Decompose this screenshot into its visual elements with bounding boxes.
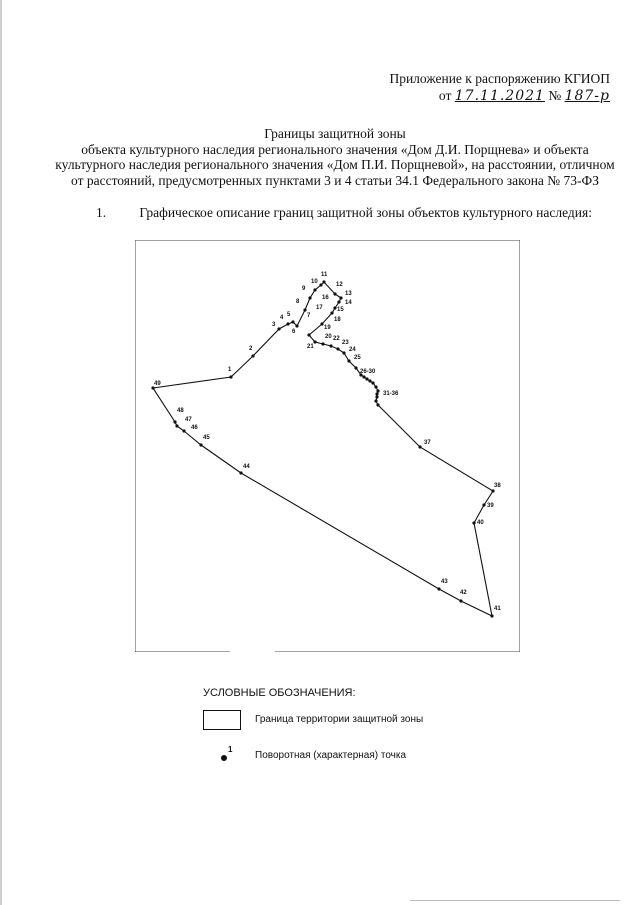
point-13	[339, 296, 342, 299]
label-5: 5	[287, 312, 291, 318]
label-9: 9	[302, 286, 306, 292]
point-10	[319, 283, 322, 286]
section-heading	[96, 205, 592, 221]
label-21: 21	[307, 344, 314, 350]
label-31-36: 31-36	[383, 391, 399, 397]
point-45	[199, 443, 202, 446]
section-number: 1.	[96, 205, 107, 220]
label-10: 10	[311, 279, 318, 285]
zone-boundary-line	[153, 282, 493, 616]
label-46: 46	[191, 425, 198, 431]
point-3	[277, 327, 280, 330]
label-20: 20	[325, 334, 332, 340]
label-44: 44	[243, 464, 250, 470]
label-22: 22	[333, 336, 340, 342]
point-16	[330, 311, 333, 314]
boundary-map	[135, 240, 520, 652]
label-7: 7	[307, 313, 311, 319]
point-4	[286, 322, 289, 325]
label-13: 13	[345, 291, 352, 297]
point-25	[354, 366, 357, 369]
label-1: 1	[228, 367, 232, 373]
point-23	[342, 351, 345, 354]
legend-title: УСЛОВНЫЕ ОБОЗНАЧЕНИЯ:	[203, 687, 356, 699]
appendix-line: Приложение к распоряжению КГИОП	[389, 71, 610, 86]
label-14: 14	[345, 300, 352, 306]
point-47	[175, 424, 178, 427]
label-4: 4	[280, 315, 284, 321]
number-prefix: №	[548, 88, 562, 103]
label-6: 6	[292, 329, 296, 335]
label-37: 37	[424, 440, 431, 446]
point-40	[472, 521, 475, 524]
label-2: 2	[249, 346, 253, 352]
point-29	[368, 379, 371, 382]
label-18: 18	[334, 317, 341, 323]
label-24: 24	[349, 347, 356, 353]
point-41	[490, 614, 493, 617]
title-line-3: культурного наследия регионального значения «Дом П.И. Порщневой», на расстоянии, отличном	[55, 157, 615, 172]
title-line-2: объекта культурного наследия регионального значения «Дом Д.И. Порщнева» и объекта	[81, 141, 589, 157]
date-prefix: от	[438, 88, 452, 103]
point-6	[295, 324, 298, 327]
point-7	[303, 308, 306, 311]
point-20	[321, 342, 324, 345]
point-2	[251, 354, 254, 357]
point-21	[329, 344, 332, 347]
point-44	[239, 471, 242, 474]
boundary-map-svg	[135, 240, 520, 652]
point-24	[347, 359, 350, 362]
title-line-4: от расстояний, предусмотренных пунктами 3 и 4 статьи 34.1 Федерального закона № 73-ФЗ	[71, 172, 599, 188]
point-46	[182, 429, 185, 432]
point-48	[173, 420, 176, 423]
point-22	[336, 347, 339, 350]
point-31	[374, 385, 377, 388]
document-title	[40, 126, 630, 188]
handwritten-number: 187-р	[564, 88, 610, 104]
label-23: 23	[342, 340, 349, 346]
point-32	[376, 389, 379, 392]
point-19	[313, 340, 316, 343]
label-42: 42	[460, 590, 467, 596]
boundary-symbol	[203, 710, 241, 730]
point-27	[362, 375, 365, 378]
point-28	[365, 377, 368, 380]
label-49: 49	[154, 381, 161, 387]
point-39	[482, 503, 485, 506]
point-43	[437, 587, 440, 590]
point-9	[313, 288, 316, 291]
legend-point-label: Поворотная (характерная) точка	[255, 750, 407, 761]
label-43: 43	[441, 579, 448, 585]
point-18	[307, 333, 310, 336]
label-38: 38	[494, 483, 501, 489]
document-header	[389, 70, 610, 105]
label-11: 11	[321, 272, 328, 278]
label-12: 12	[336, 282, 343, 288]
point-30	[371, 381, 374, 384]
point-5	[291, 320, 294, 323]
point-11	[322, 280, 325, 283]
map-legend	[203, 687, 424, 761]
point-34	[375, 395, 378, 398]
label-19: 19	[324, 325, 331, 331]
label-25: 25	[354, 355, 361, 361]
point-labels	[154, 272, 501, 612]
label-40: 40	[477, 520, 484, 526]
point-1	[229, 375, 232, 378]
point-symbol	[221, 755, 227, 761]
point-37	[418, 445, 421, 448]
title-line-1: Границы защитной зоны	[264, 126, 406, 141]
label-8: 8	[296, 299, 300, 305]
label-48: 48	[177, 408, 184, 414]
point-14	[337, 300, 340, 303]
point-42	[459, 599, 462, 602]
label-16: 16	[322, 295, 329, 301]
label-17: 17	[316, 305, 323, 311]
label-15: 15	[337, 307, 344, 313]
point-33	[375, 392, 378, 395]
bottom-rule	[410, 900, 620, 901]
label-41: 41	[494, 606, 501, 612]
label-3: 3	[272, 322, 276, 328]
label-39: 39	[487, 503, 494, 509]
page-left-edge	[0, 0, 2, 905]
point-8	[308, 296, 311, 299]
point-35	[374, 399, 377, 402]
section-text: Графическое описание границ защитной зоны объектов культурного наследия:	[139, 205, 592, 220]
handwritten-date: 17.11.2021	[454, 88, 545, 104]
label-26-30: 26-30	[360, 369, 376, 375]
date-number-line	[389, 87, 610, 105]
label-45: 45	[203, 435, 210, 441]
point-36	[376, 403, 379, 406]
legend-point-number: 1	[228, 745, 233, 754]
legend-boundary-label: Граница территории защитной зоны	[255, 714, 424, 725]
point-12	[333, 292, 336, 295]
label-47: 47	[185, 417, 192, 423]
boundary-points	[151, 280, 494, 617]
point-38	[491, 489, 494, 492]
